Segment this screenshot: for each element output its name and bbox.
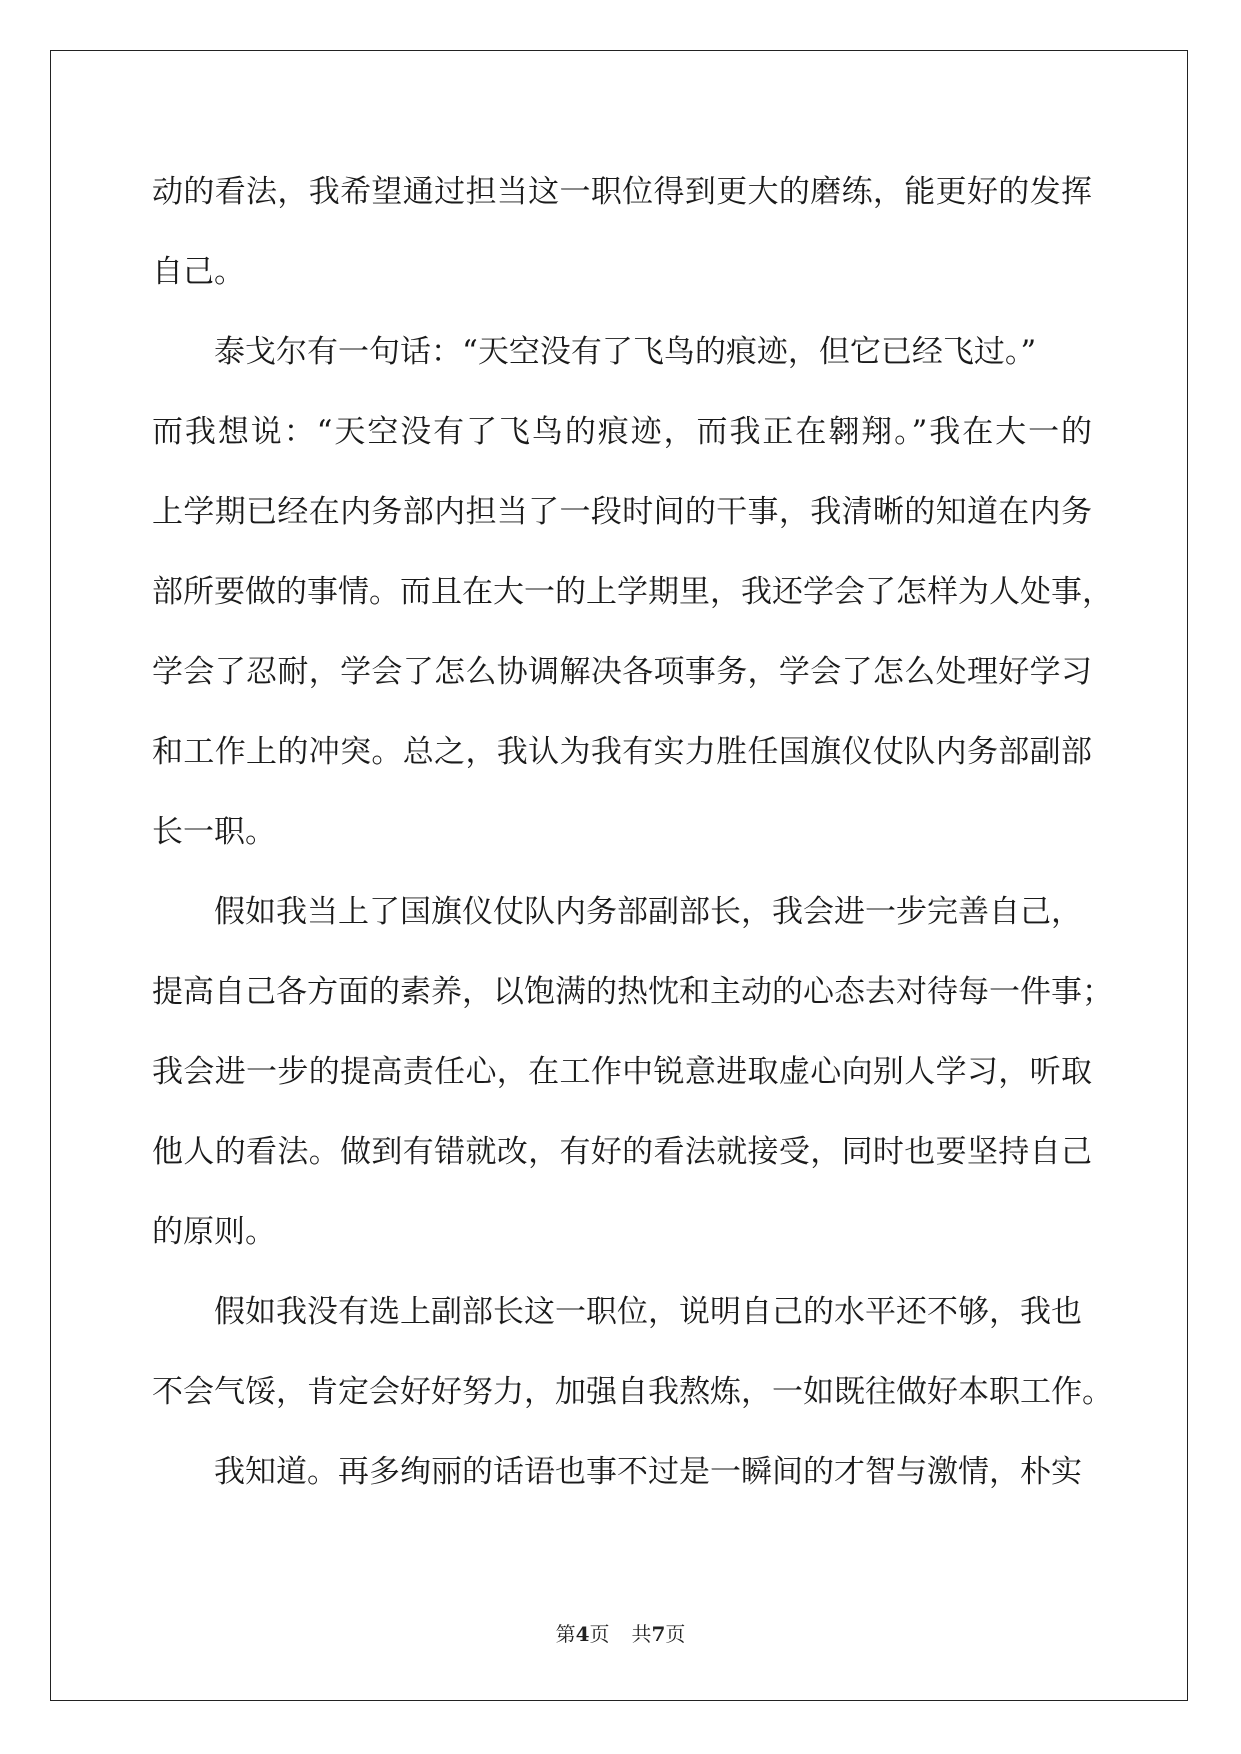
text-line: 上学期已经在内务部内担当了一段时间的干事，我清晰的知道在内务 — [152, 494, 1092, 530]
paragraph-start-line: 假如我没有选上副部长这一职位，说明自己的水平还不够，我也 — [214, 1294, 1082, 1330]
text-line: 自己。 — [152, 254, 245, 290]
total-suffix: 页 — [665, 1622, 686, 1646]
paragraph-start-line: 我知道。再多绚丽的话语也事不过是一瞬间的才智与激情，朴实 — [214, 1454, 1082, 1490]
total-prefix: 共 — [631, 1622, 652, 1646]
text-line: 我会进一步的提高责任心，在工作中锐意进取虚心向别人学习，听取 — [152, 1054, 1092, 1090]
text-line: 部所要做的事情。而且在大一的上学期里，我还学会了怎样为人处事， — [152, 574, 1113, 610]
text-line: 和工作上的冲突。总之，我认为我有实力胜任国旗仪仗队内务部副部 — [152, 734, 1092, 770]
text-line: 提高自己各方面的素养，以饱满的热忱和主动的心态去对待每一件事； — [152, 974, 1113, 1010]
text-line: 的原则。 — [152, 1214, 276, 1250]
text-line: 而我想说：“天空没有了飞鸟的痕迹，而我正在翱翔。”我在大一的 — [152, 414, 1092, 450]
page-suffix: 页 — [589, 1622, 610, 1646]
page-number: 4 — [575, 1622, 590, 1646]
text-line: 动的看法，我希望通过担当这一职位得到更大的磨练，能更好的发挥 — [152, 174, 1092, 210]
paragraph-start-line: 假如我当上了国旗仪仗队内务部副部长，我会进一步完善自己， — [214, 894, 1082, 930]
text-line: 他人的看法。做到有错就改，有好的看法就接受，同时也要坚持自己 — [152, 1134, 1092, 1170]
page-prefix: 第 — [555, 1622, 576, 1646]
total-pages: 7 — [651, 1622, 666, 1646]
text-line: 学会了忍耐，学会了怎么协调解决各项事务，学会了怎么处理好学习 — [152, 654, 1092, 690]
document-body — [152, 152, 1113, 1512]
paragraph-start-line: 泰戈尔有一句话：“天空没有了飞鸟的痕迹，但它已经飞过。” — [214, 334, 1037, 370]
text-line: 不会气馁，肯定会好好努力，加强自我熬炼，一如既往做好本职工作。 — [152, 1374, 1113, 1410]
page-footer — [0, 1618, 1241, 1647]
text-line: 长一职。 — [152, 814, 276, 850]
